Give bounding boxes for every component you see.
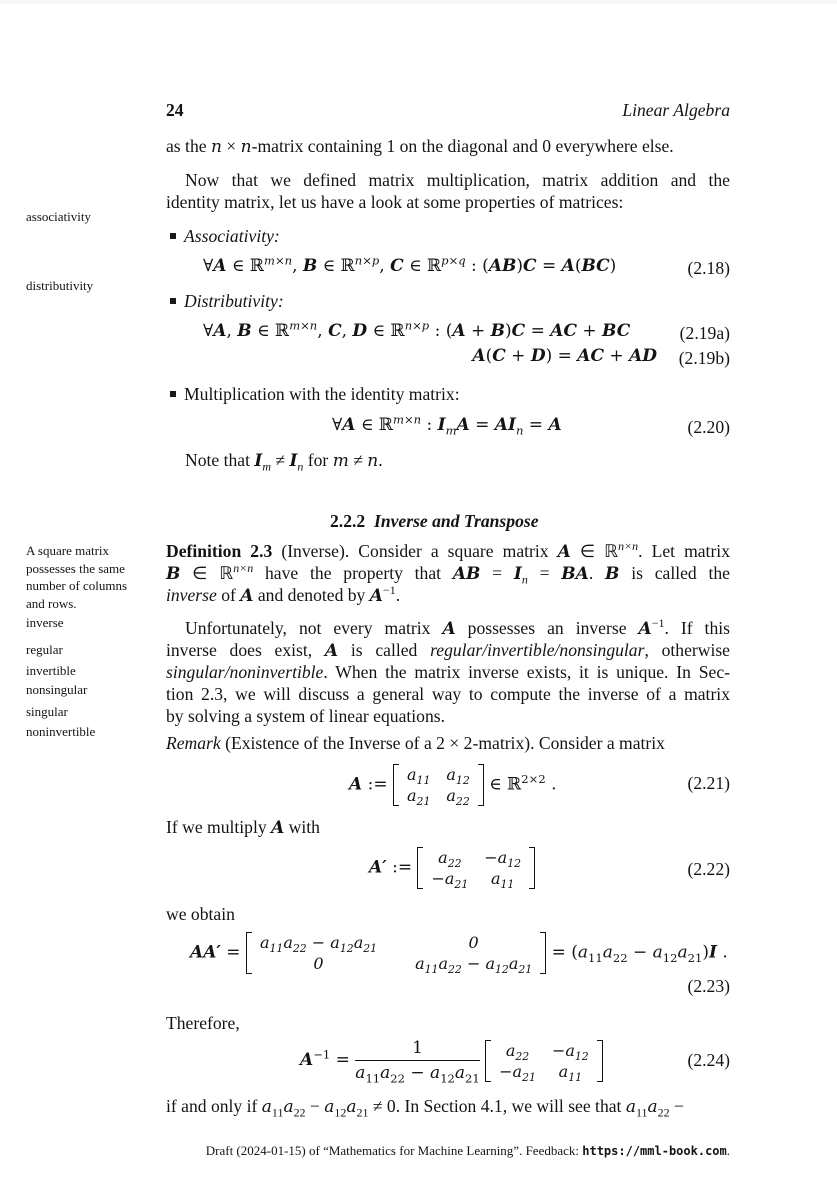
bullet-icon: [170, 233, 176, 239]
equation-2-23: AA′ = $a_{11}a_{22} - a_{12}a_{21}$ 0 0 $a_{11}a_{22} - a_{12}a_{21}$ = $(a_{11}a_{22} - a_{12}a_{21})I$ .: [190, 933, 728, 977]
margin-note-singular: singular: [26, 704, 68, 719]
margin-note-regular: regular: [26, 642, 63, 657]
footer: Draft (2024-01-15) of “Mathematics for Machine Learning”. Feedback: https://mml-book.com.: [205, 1143, 730, 1158]
para3-line5: by solving a system of linear equations.: [166, 706, 446, 726]
equation-2-18: ∀A ∈ ℝ$^{m\times n}$, B ∈ ℝ$^{n\times p}$, C ∈ ℝ$^{p\times q}$ : (AB)C = A(BC): [203, 253, 617, 276]
bullet-distributivity: Distributivity:: [170, 290, 284, 312]
page-number: 24: [166, 100, 184, 120]
properties-intro-line2: identity matrix, let us have a look at some properties of matrices:: [166, 192, 624, 212]
identity-note: Note that $I_m \ne I_n$ for m ≠ n.: [185, 450, 383, 474]
equation-number: (2.20): [687, 417, 730, 437]
definition-line2: B ∈ ℝ$^{n\times n}$ have the property that AB = $I_n$ = BA. B is called the: [166, 561, 730, 587]
margin-note-distributivity: distributivity: [26, 278, 94, 293]
multiply-line: If we multiply A with: [166, 817, 320, 838]
equation-number: (2.18): [687, 258, 730, 278]
margin-note-noninvertible: noninvertible: [26, 724, 96, 739]
margin-note-nonsingular: nonsingular: [26, 682, 88, 697]
matrix-a-prime: $a_{22}$ $-a_{12}$ $-a_{21}$ $a_{11}$: [417, 847, 535, 889]
bullet-associativity: Associativity:: [170, 225, 280, 247]
equation-2-22: A′ := $a_{22}$ $-a_{12}$ $-a_{21}$ $a_{11}$: [369, 847, 535, 889]
para3-line3: singular/noninvertible. When the matrix inverse exists, it is unique. In Sec-: [166, 662, 730, 682]
margin-note-invertible: invertible: [26, 663, 76, 678]
margin-note-square-matrix: A square matrix possesses the same number of columns and rows.: [26, 543, 128, 611]
equation-2-24: $A^{-1}$ = $\frac{1}{a_{11}a_{22} - a_{12}a_{21}}$ $a_{22}$ $-a_{12}$ $-a_{21}$ $a_{11}$: [300, 1038, 603, 1083]
section-heading: 2.2.2 Inverse and Transpose: [330, 511, 539, 531]
bullet-icon: [170, 298, 176, 304]
equation-number: (2.19b): [678, 348, 730, 368]
matrix-a: $a_{11}$ $a_{12}$ $a_{21}$ $a_{22}$: [393, 764, 484, 806]
para3-line2: inverse does exist, A is called regular/invertible/nonsingular, otherwise: [166, 640, 730, 661]
para3-line1: Unfortunately, not every matrix A possesses an inverse $A^{-1}$. If this: [185, 616, 730, 639]
chapter-title: Linear Algebra: [622, 100, 730, 120]
equation-number: (2.24): [687, 1050, 730, 1070]
matrix-adjugate: $a_{22}$ $-a_{12}$ $-a_{21}$ $a_{11}$: [485, 1040, 603, 1082]
equation-2-21: A := $a_{11}$ $a_{12}$ $a_{21}$ $a_{22}$ ∈ ℝ$^{2\times 2}$ .: [349, 765, 557, 809]
equation-number: (2.23): [687, 976, 730, 996]
therefore-line: Therefore,: [166, 1013, 240, 1033]
para3-line4: tion 2.3, we will discuss a general way to compute the inverse of a matrix: [166, 684, 730, 704]
matrix-product: $a_{11}a_{22} - a_{12}a_{21}$ 0 0 $a_{11}a_{22} - a_{12}a_{21}$: [246, 932, 546, 974]
equation-number: (2.19a): [679, 323, 730, 343]
margin-note-associativity: associativity: [26, 209, 91, 224]
equation-2-19b: A(C + D) = AC + AD: [472, 346, 657, 366]
margin-note-inverse: inverse: [26, 615, 64, 630]
definition-line3: inverse of A and denoted by $A^{-1}$.: [166, 583, 401, 606]
obtain-line: we obtain: [166, 904, 235, 924]
bullet-identity: Multiplication with the identity matrix:: [170, 383, 460, 405]
top-band: [0, 0, 837, 4]
fraction: $\frac{1}{a_{11}a_{22} - a_{12}a_{21}}$: [355, 1038, 480, 1086]
equation-2-20: ∀A ∈ ℝ$^{m\times n}$ : $I_mA = AI_n = A$: [332, 412, 562, 438]
iff-line: if and only if $a_{11}a_{22} - a_{12}a_{21} \ne 0$. In Section 4.1, we will see that $a_{11}a_{22}$ −: [166, 1096, 684, 1120]
equation-number: (2.21): [687, 773, 730, 793]
intro-line: as the n × n-matrix containing 1 on the diagonal and 0 everywhere else.: [166, 136, 674, 157]
equation-2-19a: ∀A, B ∈ ℝ$^{m\times n}$, C, D ∈ ℝ$^{n\times p}$ : (A + B)C = AC + BC: [203, 318, 631, 341]
definition-line1: Definition 2.3 (Inverse). Consider a square matrix A ∈ ℝ$^{n\times n}$. Let matrix: [166, 539, 730, 562]
feedback-link[interactable]: https://mml-book.com: [582, 1144, 727, 1158]
remark-line: Remark (Existence of the Inverse of a 2 × 2-matrix). Consider a matrix: [166, 733, 665, 753]
equation-number: (2.22): [687, 859, 730, 879]
bullet-icon: [170, 391, 176, 397]
properties-intro-line1: Now that we defined matrix multiplication, matrix addition and the: [185, 170, 730, 190]
